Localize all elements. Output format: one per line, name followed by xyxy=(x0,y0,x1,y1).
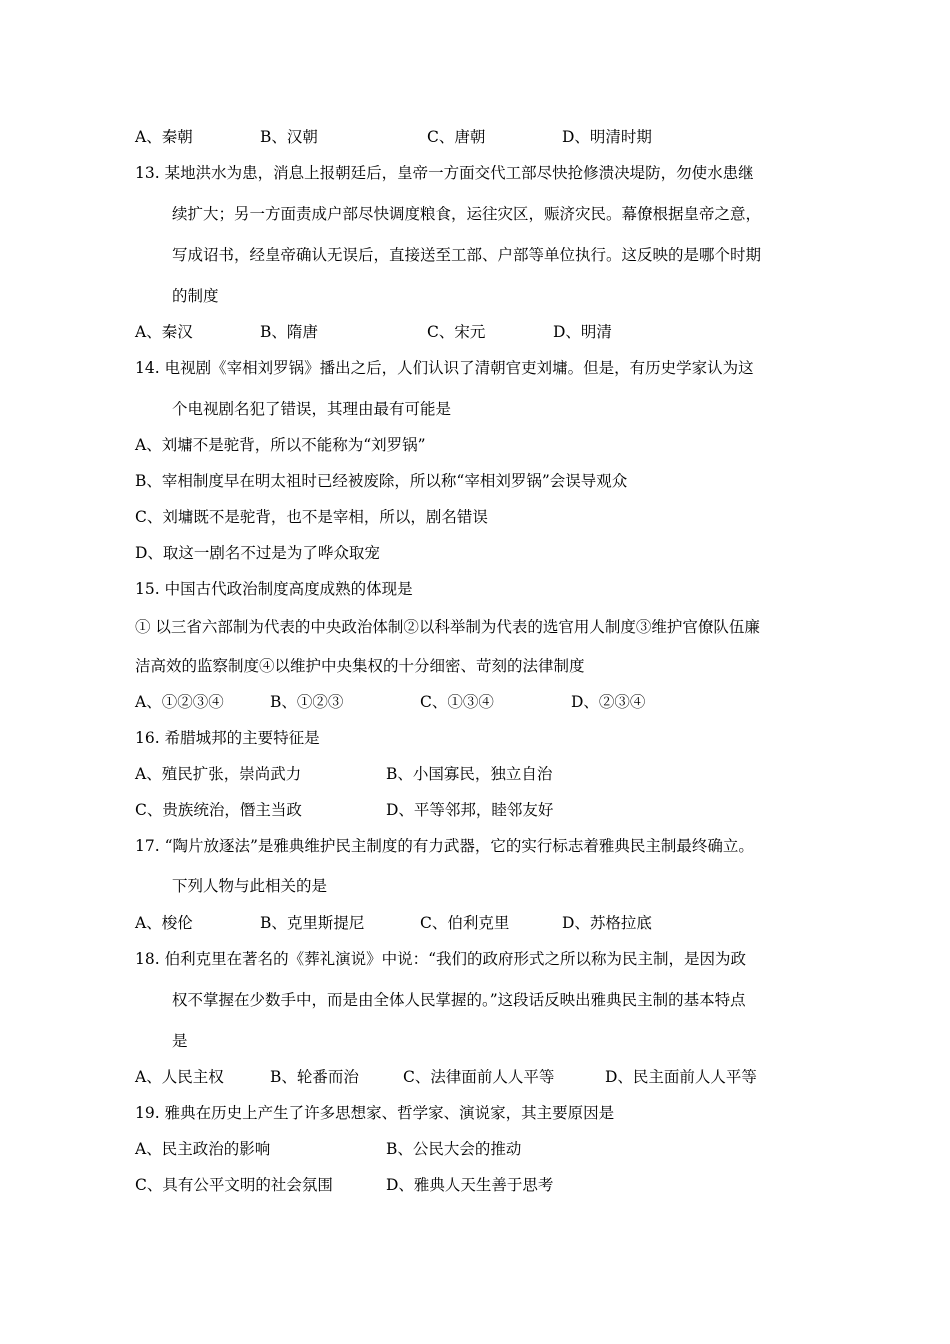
option-a: A、人民主权 xyxy=(135,1068,224,1086)
option-b: B、克里斯提尼 xyxy=(260,914,365,932)
question-18-stem: 18. 伯利克里在著名的《葬礼演说》中说：“我们的政府形式之所以称为民主制，是因为政 xyxy=(135,950,747,968)
option-d: D、苏格拉底 xyxy=(562,914,652,932)
question-13-stem: 13. 某地洪水为患，消息上报朝廷后，皇帝一方面交代工部尽快抢修溃决堤防，勿使水患继 xyxy=(135,164,754,182)
option-a: A、民主政治的影响 xyxy=(135,1140,271,1158)
question-13-stem-cont: 写成诏书，经皇帝确认无误后，直接送至工部、户部等单位执行。这反映的是哪个时期 xyxy=(172,246,762,264)
question-16-stem: 16. 希腊城邦的主要特征是 xyxy=(135,729,320,747)
question-15-statements: ① 以三省六部制为代表的中央政治体制②以科举制为代表的选官用人制度③维护官僚队伍廉 xyxy=(135,618,760,636)
option-a: A、秦汉 xyxy=(135,323,193,341)
option-d: D、明清时期 xyxy=(562,128,652,146)
option-c: C、宋元 xyxy=(427,323,486,341)
question-15-stem: 15. 中国古代政治制度高度成熟的体现是 xyxy=(135,580,413,598)
option-d: D、民主面前人人平等 xyxy=(605,1068,757,1086)
question-17-stem-cont: 下列人物与此相关的是 xyxy=(172,877,328,895)
option-a: A、殖民扩张，崇尚武力 xyxy=(135,765,302,783)
option-b-full: B、宰相制度早在明太祖时已经被废除，所以称“宰相刘罗锅”会误导观众 xyxy=(135,472,628,490)
question-19-stem: 19. 雅典在历史上产生了许多思想家、哲学家、演说家，其主要原因是 xyxy=(135,1104,615,1122)
question-18-stem-cont: 权不掌握在少数手中，而是由全体人民掌握的。”这段话反映出雅典民主制的基本特点 xyxy=(172,991,746,1009)
question-17-stem: 17. “陶片放逐法”是雅典维护民主制度的有力武器，它的实行标志着雅典民主制最终确立。 xyxy=(135,837,754,855)
question-13-stem-cont: 的制度 xyxy=(172,287,219,305)
option-b: B、小国寡民，独立自治 xyxy=(386,765,553,783)
option-d: D、平等邻邦，睦邻友好 xyxy=(386,801,554,819)
option-d-full: D、取这一剧名不过是为了哗众取宠 xyxy=(135,544,380,562)
option-d: D、雅典人天生善于思考 xyxy=(386,1176,554,1194)
option-b: B、①②③ xyxy=(270,693,344,711)
option-b: B、轮番而治 xyxy=(270,1068,359,1086)
option-b: B、隋唐 xyxy=(260,323,318,341)
option-c: C、贵族统治，僭主当政 xyxy=(135,801,302,819)
question-14-stem: 14. 电视剧《宰相刘罗锅》播出之后，人们认识了清朝官吏刘墉。但是，有历史学家认为这 xyxy=(135,359,754,377)
option-b: B、公民大会的推动 xyxy=(386,1140,522,1158)
option-a-full: A、刘墉不是驼背，所以不能称为“刘罗锅” xyxy=(135,436,426,454)
option-a: A、①②③④ xyxy=(135,693,224,711)
option-c: C、具有公平文明的社会氛围 xyxy=(135,1176,333,1194)
option-c: C、法律面前人人平等 xyxy=(403,1068,555,1086)
option-c-full: C、刘墉既不是驼背，也不是宰相，所以，剧名错误 xyxy=(135,508,488,526)
question-15-statements-cont: 洁高效的监察制度④以维护中央集权的十分细密、苛刻的法律制度 xyxy=(135,657,585,675)
option-c: C、①③④ xyxy=(420,693,494,711)
option-d: D、明清 xyxy=(553,323,612,341)
option-a: A、秦朝 xyxy=(135,128,193,146)
option-c: C、伯利克里 xyxy=(420,914,510,932)
question-14-stem-cont: 个电视剧名犯了错误，其理由最有可能是 xyxy=(172,400,452,418)
option-d: D、②③④ xyxy=(571,693,646,711)
option-b: B、汉朝 xyxy=(260,128,318,146)
option-a: A、梭伦 xyxy=(135,914,193,932)
question-18-stem-cont: 是 xyxy=(172,1032,188,1050)
question-13-stem-cont: 续扩大；另一方面责成户部尽快调度粮食，运往灾区，赈济灾民。幕僚根据皇帝之意， xyxy=(172,205,762,223)
option-c: C、唐朝 xyxy=(427,128,486,146)
